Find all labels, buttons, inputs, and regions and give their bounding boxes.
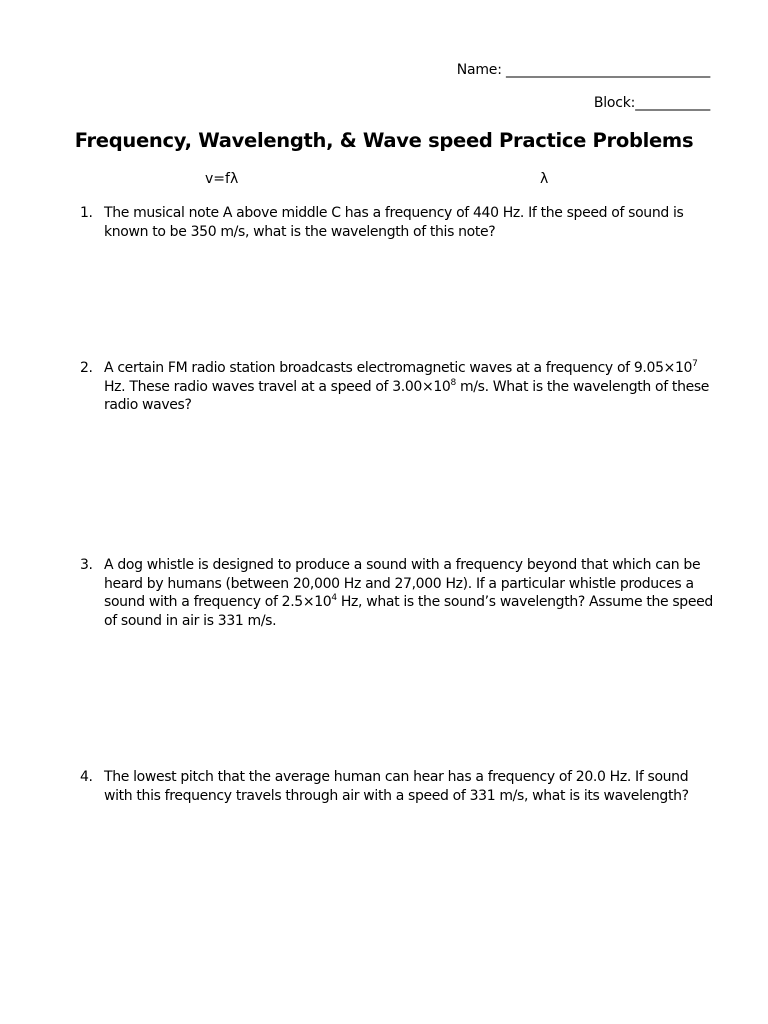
problem-text: [104, 359, 720, 415]
name-field-label: Name: ______________________________: [456, 62, 710, 78]
wavelength-symbol: λ: [540, 171, 549, 187]
problem-text: The lowest pitch that the average human can hear has a frequency of 20.0 Hz. If sound with this frequency travels through air with a speed of 331 m/s, what is its wavelength?: [104, 769, 689, 804]
wave-speed-formula: v=fλ: [205, 171, 239, 187]
problem-text-part: m/s. What is the wavelength of these radio waves?: [104, 378, 710, 413]
problem-1: [80, 204, 720, 241]
problem-number: 4.: [80, 769, 93, 785]
block-field-label: Block:___________: [593, 95, 710, 111]
exponent: 8: [450, 377, 456, 388]
problem-text-part: A dog whistle is designed to produce a sound with a frequency beyond that which can be heard by humans (between 20,000 Hz and 27,000 Hz). If a particular whistle produces a sound with a frequency of 2.5×10: [104, 557, 701, 610]
exponent: 4: [331, 593, 337, 603]
problem-3: [80, 556, 720, 630]
problem-number: 3.: [80, 557, 93, 573]
problem-2: [80, 359, 720, 415]
problem-text-part: Hz. These radio waves travel at a speed of 3.00×10: [104, 378, 451, 395]
problem-number: 1.: [80, 205, 93, 221]
problem-text-part: Hz, what is the sound’s wavelength? Assume the speed of sound in air is 331 m/s.: [104, 594, 713, 629]
problem-number: 2.: [80, 360, 93, 376]
problem-text-part: A certain FM radio station broadcasts electromagnetic waves at a frequency of 9.05×10: [104, 360, 693, 376]
problem-4: [80, 768, 720, 805]
problem-text: [104, 556, 720, 630]
page-title: Frequency, Wavelength, & Wave speed Practice Problems: [74, 129, 694, 152]
exponent: 7: [692, 359, 698, 369]
problem-text: The musical note A above middle C has a frequency of 440 Hz. If the speed of sound is known to be 350 m/s, what is the wavelength of this note?: [104, 205, 684, 240]
